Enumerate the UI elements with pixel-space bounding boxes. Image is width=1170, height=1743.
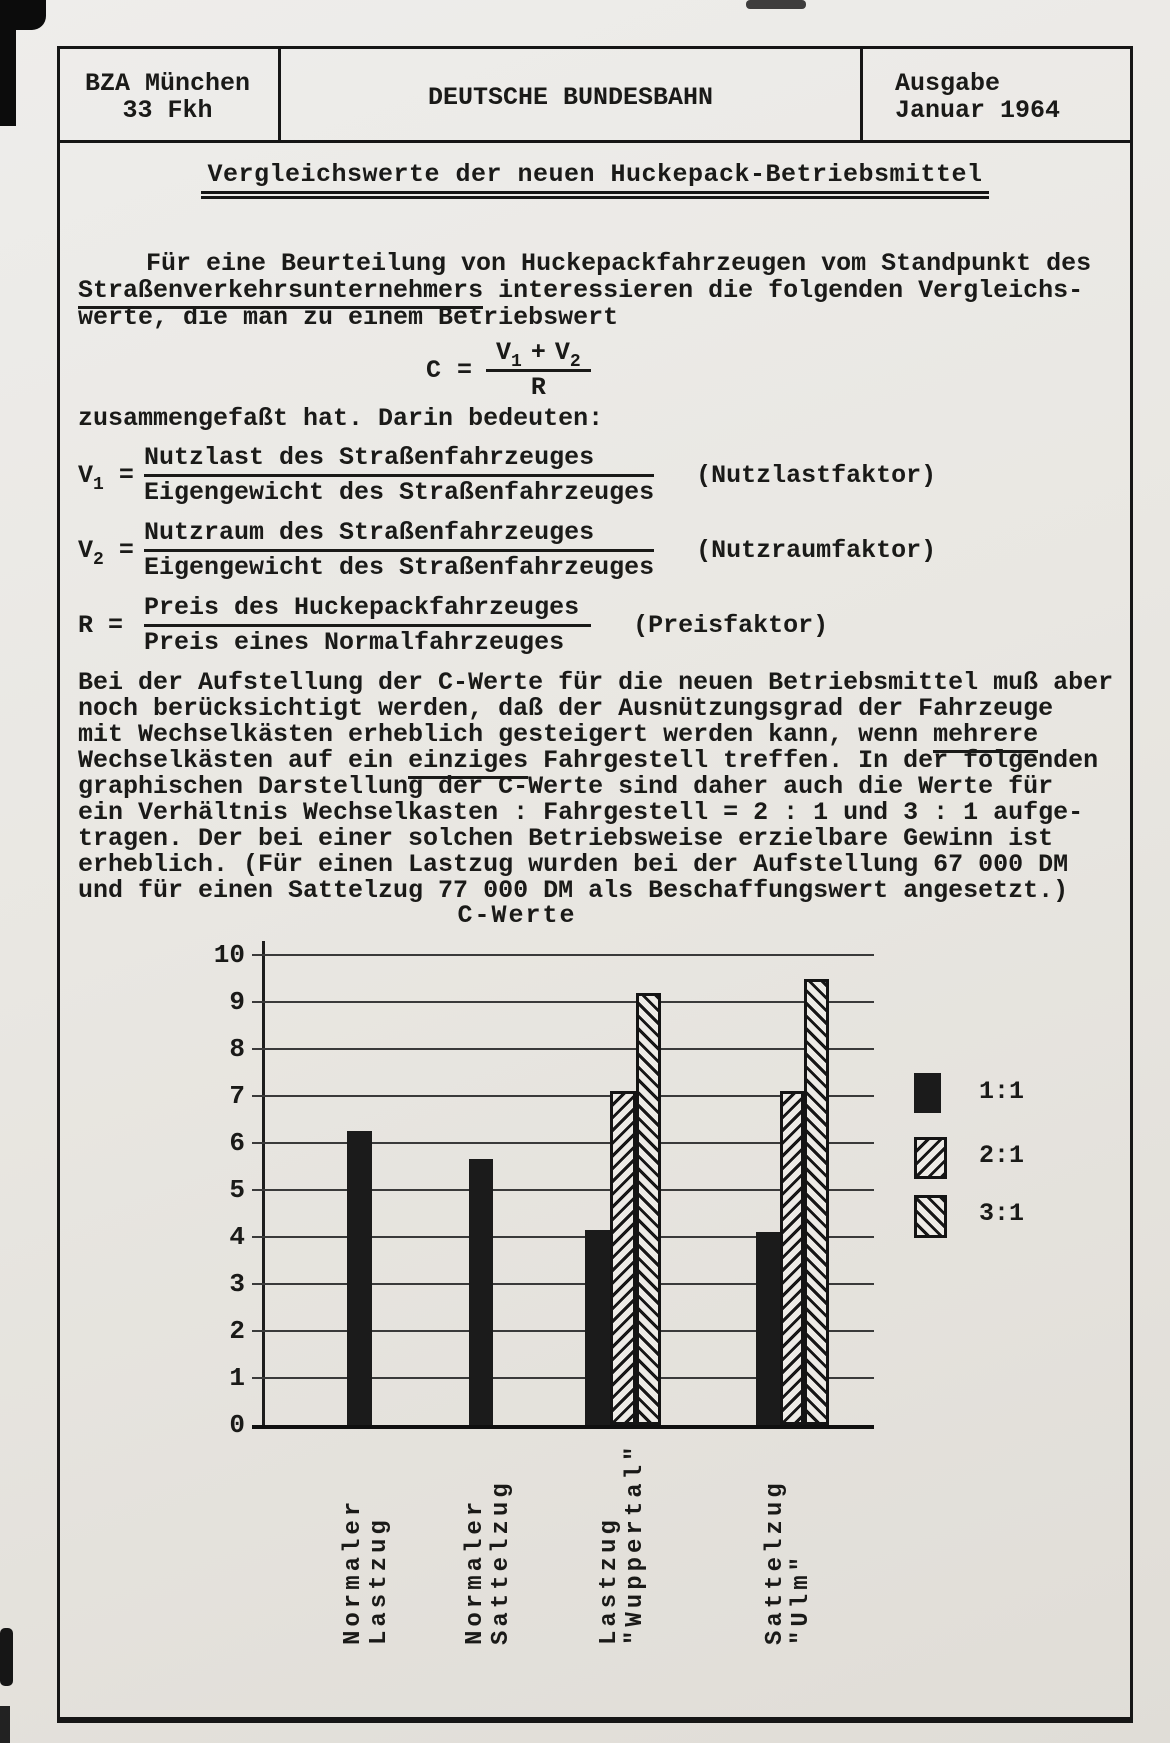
after-formula-line: zusammengefaßt hat. Darin bedeuten: — [78, 404, 604, 433]
body-line: Bei der Aufstellung der C-Werte für die neuen Betriebsmittel muß aber — [78, 668, 1114, 697]
legend-label-3-1: 3:1 — [979, 1199, 1025, 1228]
body-line: Wechselkästen auf ein einziges Fahrgestell treffen. In der folgenden — [78, 748, 1134, 774]
definition-v2: $V_2$ = $\frac{\text{Nutzraum des Straßenfahrzeuges}}{\text{Eigengewicht des Straßenfahrzeuges}}$ (Nutzraumfaktor) — [78, 518, 937, 582]
header-office — [57, 70, 278, 124]
y-tick-label-1: 1 — [229, 1363, 245, 1393]
body-line: mit Wechselkästen erheblich gesteigert werden kann, wenn mehrere — [78, 722, 1134, 748]
y-axis — [262, 941, 265, 1427]
scan-artifact — [0, 0, 46, 30]
bar-2-1 — [780, 1091, 804, 1425]
body-line: tragen. Der bei einer solchen Betriebsweise erzielbare Gewinn ist — [78, 824, 1054, 853]
category-label: Normaler Sattelzug — [462, 1479, 515, 1645]
body-line: graphischen Darstellung der C-Werte sind daher auch die Werte für — [78, 772, 1054, 801]
scan-artifact — [746, 0, 806, 9]
bar-3-1 — [804, 979, 829, 1426]
definition-note: (Nutzlastfaktor) — [696, 460, 937, 490]
legend-swatch-3-1 — [914, 1195, 947, 1238]
header-bottom-rule — [57, 140, 1133, 143]
bar-1-1 — [585, 1230, 610, 1425]
intro-line: Straßenverkehrsunternehmers interessieren die folgenden Vergleichs- — [78, 277, 1134, 304]
definition-v1: $V_1$ = $\frac{\text{Nutzlast des Straßenfahrzeuges}}{\text{Eigengewicht des Straßenfahrzeuges}}$ (Nutzlastfaktor) — [78, 443, 937, 507]
x-axis — [252, 1425, 874, 1429]
y-tick-label-7: 7 — [229, 1081, 245, 1111]
category-label: Sattelzug "Ulm" — [762, 1479, 815, 1645]
definition-r: R = $\frac{\text{Preis des Huckepackfahrzeuges}}{\text{Preis eines Normalfahrzeuges}}$ (Preisfaktor) — [78, 593, 829, 657]
scan-artifact — [0, 1628, 13, 1686]
y-tick-label-3: 3 — [229, 1269, 245, 1299]
category-label: Lastzug "Wuppertal" — [596, 1442, 649, 1645]
body-paragraph — [78, 670, 1134, 904]
definition-note: (Preisfaktor) — [633, 610, 829, 640]
bar-1-1 — [756, 1232, 780, 1425]
formula-numerator: $V_1 + V_2$ — [486, 339, 591, 372]
y-tick-label-9: 9 — [229, 987, 245, 1017]
formula-denominator: R — [530, 373, 546, 402]
text-column — [78, 250, 1134, 904]
header-divider — [860, 46, 863, 143]
chart-title: C-Werte — [457, 901, 577, 930]
y-tick-label-0: 0 — [229, 1410, 245, 1440]
y-tick-label-2: 2 — [229, 1316, 245, 1346]
intro-line: Für eine Beurteilung von Huckepackfahrzeugen vom Standpunkt des — [146, 249, 1092, 278]
legend-label-2-1: 2:1 — [979, 1141, 1025, 1170]
header-edition-line2: Januar 1964 — [895, 96, 1061, 125]
legend-swatch-1-1 — [914, 1073, 941, 1113]
category-label: Normaler Lastzug — [340, 1497, 393, 1645]
legend-swatch-2-1 — [914, 1137, 947, 1179]
y-tick-label-5: 5 — [229, 1175, 245, 1205]
formula-fraction — [486, 339, 591, 401]
legend-label-1-1: 1:1 — [979, 1077, 1025, 1106]
y-tick-label-8: 8 — [229, 1034, 245, 1064]
bar-1-1 — [347, 1131, 372, 1425]
y-tick-label-10: 10 — [213, 940, 245, 970]
bar-chart — [213, 901, 1025, 1645]
body-line: ein Verhältnis Wechselkasten : Fahrgestell = 2 : 1 und 3 : 1 aufge- — [78, 798, 1084, 827]
scan-artifact — [0, 1706, 10, 1743]
intro-line: werte, die man zu einem Betriebswert — [78, 303, 619, 332]
bar-3-1 — [636, 993, 661, 1425]
y-tick-label-4: 4 — [229, 1222, 245, 1252]
bar-2-1 — [610, 1091, 636, 1425]
gridline-10 — [252, 954, 874, 956]
document-title: Vergleichswerte der neuen Huckepack-Betriebsmittel — [57, 160, 1133, 189]
c-value-formula: C = $\frac{V_1 + V_2}{R}$ — [426, 339, 1134, 401]
header-edition-line1: Ausgabe — [895, 69, 1001, 98]
header-organization: DEUTSCHE BUNDESBAHN — [427, 83, 714, 112]
definition-note: (Nutzraumfaktor) — [696, 535, 937, 565]
gridline-8 — [252, 1048, 874, 1050]
body-line: erheblich. (Für einen Lastzug wurden bei der Aufstellung 67 000 DM — [78, 850, 1069, 879]
header-office-line1: BZA München — [84, 69, 251, 98]
header-office-line2: 33 Fkh — [122, 96, 213, 125]
y-tick-label-6: 6 — [229, 1128, 245, 1158]
bar-1-1 — [469, 1159, 493, 1425]
header-edition — [895, 70, 1060, 124]
body-line: und für einen Sattelzug 77 000 DM als Beschaffungswert angesetzt.) — [78, 876, 1069, 905]
body-line: noch berücksichtigt werden, daß der Ausnützungsgrad der Fahrzeuge — [78, 694, 1054, 723]
gridline-9 — [252, 1001, 874, 1003]
